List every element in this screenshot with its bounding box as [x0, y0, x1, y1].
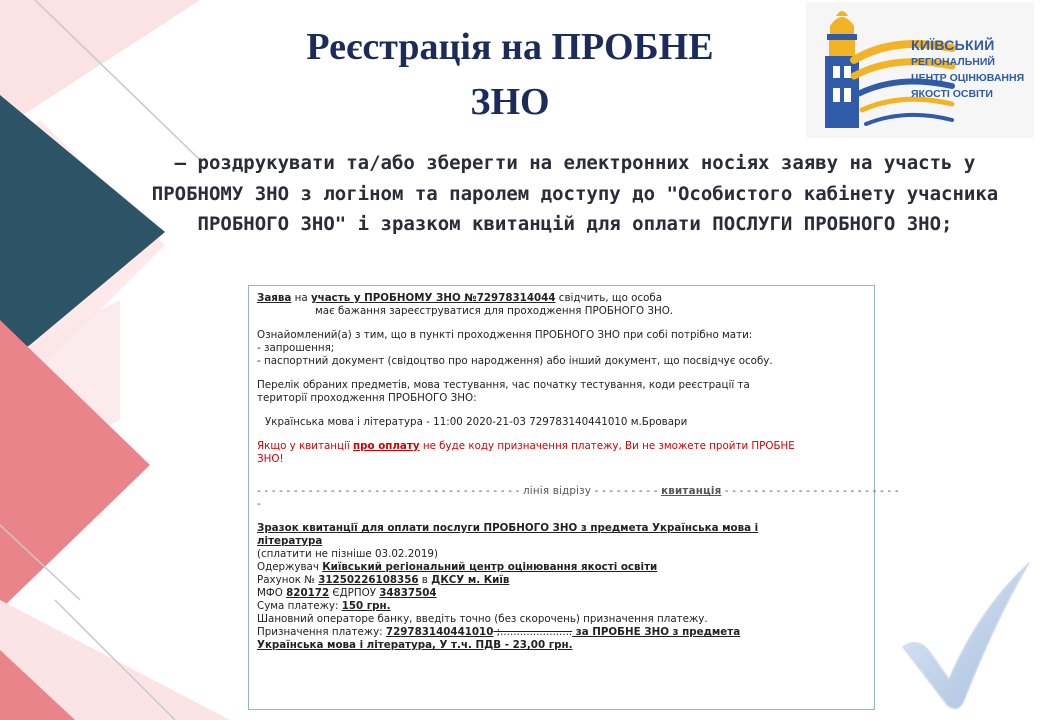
instruction-text: – роздрукувати та/або зберегти на електронних носіях заяву на участь у ПРОБНОМУ ЗНО з логіном та паролем доступу до "Особистого кабінету учасника ПРОБНОГО ЗНО" і зразком квитанцій для оплати ПОСЛУГИ ПРОБНОГО ЗНО; [151, 152, 999, 235]
doc-cut-line: - - - - - - - - - - - - - - - - - - - - - - - - - - - - - - - - - - - - лінія відрізу - - - - - - - - - квитанція - - - - - - - - - - - - - - - - - - - - - - - - [257, 485, 899, 497]
receipt-recipient: Одержувач Київський регіональний центр оцінювання якості освіти [257, 561, 658, 573]
logo-text-line3: ЦЕНТР ОЦІНЮВАННЯ [911, 72, 1025, 84]
doc-subjects-line1: Перелік обраних предметів, мова тестування, час початку тестування, коди реєстрації та [257, 379, 750, 391]
doc-requirements-line2: - запрошення; [257, 342, 335, 354]
doc-warning-line1: Якщо у квитанції про оплату не буде коду призначення платежу, Ви не зможете пройти ПРОБНЕ [257, 440, 795, 452]
receipt-account: Рахунок № 31250226108356 в ДКСУ м. Київ [257, 574, 510, 586]
receipt-title-line1: Зразок квитанції для оплати послуги ПРОБНОГО ЗНО з предмета Українська мова і [257, 522, 759, 534]
doc-requirements-line1: Ознайомлений(а) з тим, що в пункті проходження ПРОБНОГО ЗНО при собі потрібно мати: [257, 329, 753, 341]
logo-text-line2: РЕГІОНАЛЬНИЙ [911, 56, 995, 68]
doc-cut-line-tail: - [257, 498, 261, 510]
logo-text [911, 36, 1041, 102]
checkmark-icon [895, 555, 1035, 715]
doc-warning-line2: ЗНО! [257, 453, 284, 465]
receipt-purpose-line2: Українська мова і література, У т.ч. ПДВ - 23,00 грн. [257, 639, 573, 651]
receipt-deadline: (сплатити не пізніше 03.02.2019) [257, 548, 438, 560]
logo-text-line1: КИЇВСЬКИЙ [911, 37, 995, 53]
slide-title-line1: Реєстрація на ПРОБНЕ [306, 26, 714, 68]
doc-intro-line2: має бажання зареєструватися для проходження ПРОБНОГО ЗНО. [315, 305, 674, 317]
doc-intro-line1: Заява на участь у ПРОБНОМУ ЗНО №72978314044 свідчить, що особа [257, 292, 663, 304]
doc-requirements-line3: - паспортний документ (свідоцтво про народження) або інший документ, що посвідчує особу. [257, 355, 773, 367]
receipt-operator-note: Шановний операторе банку, введіть точно (без скорочень) призначення платежу. [257, 613, 708, 625]
slide-title-line2: ЗНО [470, 81, 550, 123]
doc-subject-entry: Українська мова і література - 11:00 2020-21-03 729783140441010 м.Бровари [265, 416, 688, 428]
doc-subjects-line2: території проходження ПРОБНОГО ЗНО: [257, 392, 477, 404]
receipt-mfo: МФО 820172 ЄДРПОУ 34837504 [257, 587, 437, 599]
receipt-sum: Сума платежу: 150 грн. [257, 600, 391, 612]
application-document [248, 285, 899, 710]
receipt-title-line2: література [257, 535, 323, 547]
receipt-purpose: Призначення платежу: 729783140441010 ;...................... за ПРОБНЕ ЗНО з предмета [257, 626, 741, 638]
slide-title [230, 20, 790, 130]
logo-text-line4: ЯКОСТІ ОСВІТИ [911, 88, 993, 100]
light-pink-triangle-top [0, 0, 200, 130]
tower-icon [825, 11, 859, 128]
